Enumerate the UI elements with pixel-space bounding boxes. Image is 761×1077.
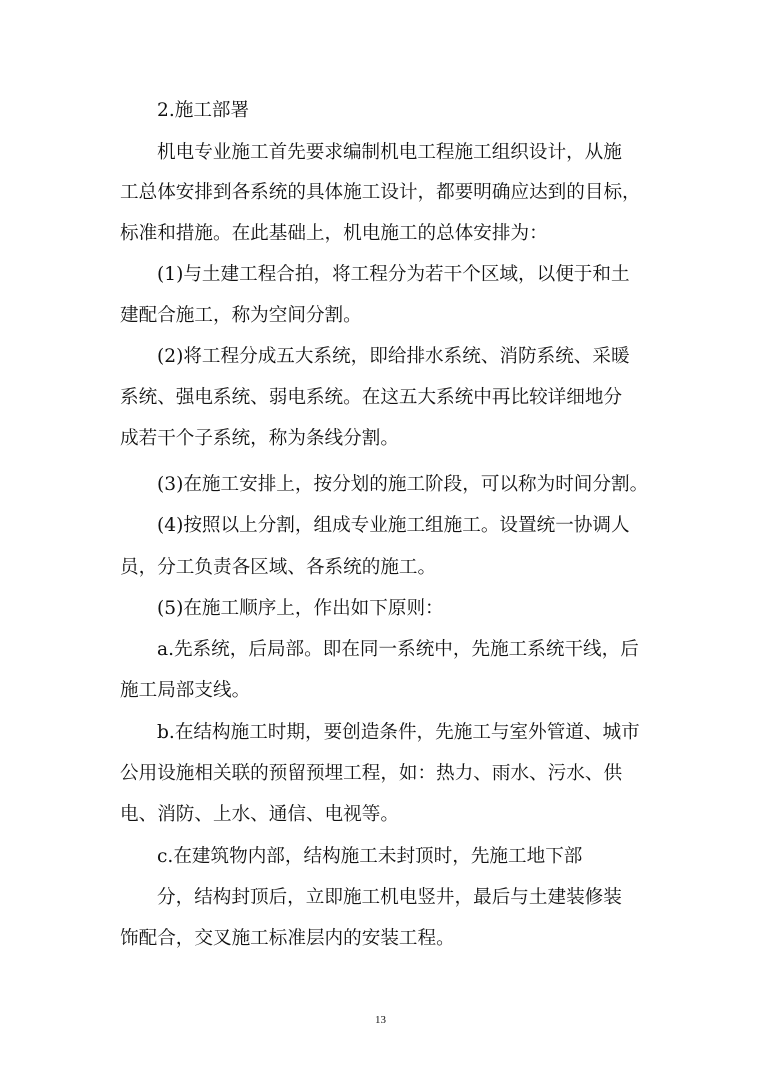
text-line: b.在结构施工时期，要创造条件，先施工与室外管道、城市: [157, 722, 640, 743]
text-line: 系统、强电系统、弱电系统。在这五大系统中再比较详细地分: [120, 387, 623, 408]
section-heading: 2.施工部署: [157, 100, 250, 121]
text-line: 公用设施相关联的预留预埋工程，如：热力、雨水、污水、供: [120, 763, 623, 784]
text-line: 标准和措施。在此基础上，机电施工的总体安排为：: [120, 223, 548, 244]
text-line: 成若干个子系统，称为条线分割。: [120, 428, 399, 449]
text-line: 员，分工负责各区域、各系统的施工。: [120, 557, 437, 578]
text-line: (4)按照以上分割，组成专业施工组施工。设置统一协调人: [157, 515, 630, 536]
text-line: 工总体安排到各系统的具体施工设计，都要明确应达到的目标，: [120, 182, 641, 203]
text-line: 建配合施工，称为空间分割。: [120, 305, 362, 326]
text-line: 分，结构封顶后，立即施工机电竖井，最后与土建装修装: [157, 887, 622, 908]
text-line: (3)在施工安排上，按分划的施工阶段，可以称为时间分割。: [157, 474, 649, 495]
text-line: (5)在施工顺序上，作出如下原则：: [157, 598, 444, 619]
text-line: 施工局部支线。: [120, 680, 251, 701]
text-line: a.先系统，后局部。即在同一系统中，先施工系统干线，后: [157, 639, 639, 660]
text-line: 饰配合，交叉施工标准层内的安装工程。: [120, 928, 455, 949]
text-line: (1)与土建工程合拍，将工程分为若干个区域，以便于和土: [157, 264, 630, 285]
text-line: (2)将工程分成五大系统，即给排水系统、消防系统、采暖: [157, 346, 630, 367]
page-number: 13: [375, 1014, 386, 1026]
text-line: 电、消防、上水、通信、电视等。: [120, 804, 399, 825]
text-line: c.在建筑物内部，结构施工未封顶时，先施工地下部: [157, 846, 583, 867]
text-line: 机电专业施工首先要求编制机电工程施工组织设计，从施: [157, 142, 622, 163]
